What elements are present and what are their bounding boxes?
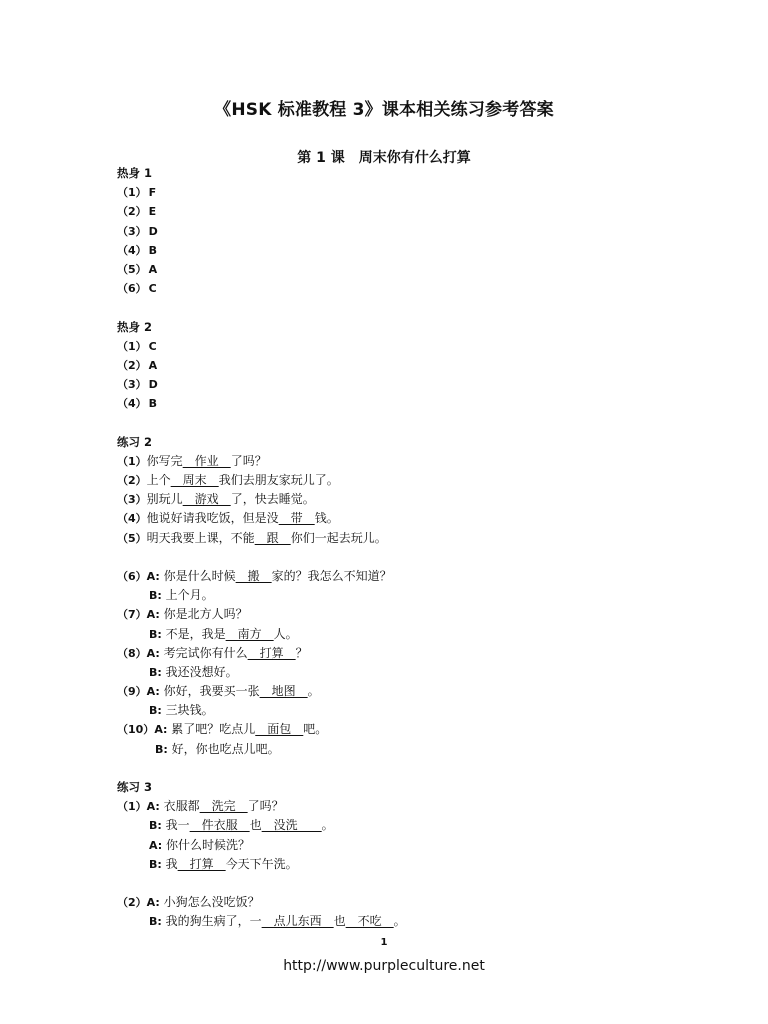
answer-blank: 打算	[247, 645, 296, 660]
dialogue-line: A: 你什么时候洗？	[149, 837, 250, 852]
dialogue-line: B: 我一 件衣服 也 没洗 。	[149, 818, 334, 833]
list-item: （3）别玩儿 游戏 了，快去睡觉。	[117, 492, 315, 507]
answer-blank: 不吃	[345, 914, 394, 929]
dialogue-line: （1）A: 衣服都 洗完 了吗？	[117, 799, 284, 814]
answer-blank: 没洗	[261, 818, 322, 833]
dialogue-line: B: 好，你也吃点儿吧。	[155, 741, 280, 756]
answer-blank: 跟	[254, 530, 291, 545]
dialogue-line: （9）A: 你好，我要买一张 地图 。	[117, 684, 320, 699]
answer-blank: 洗完	[199, 799, 248, 814]
list-item: （3） D	[117, 224, 158, 238]
dialogue-line: （6）A: 你是什么时候 搬 家的？我怎么不知道？	[117, 568, 392, 583]
list-item: （1） F	[117, 186, 157, 200]
dialogue-line: （8）A: 考完试你有什么 打算 ？	[117, 645, 308, 660]
list-item: （2） E	[117, 205, 157, 219]
section-heading-exercise2: 练习 2	[117, 434, 153, 449]
answer-blank: 搬	[235, 568, 272, 583]
dialogue-line: B: 三块钱。	[149, 703, 214, 718]
page-title: 《HSK 标准教程 3》课本相关练习参考答案	[214, 100, 554, 120]
list-item: （2） A	[117, 358, 158, 372]
list-item: （1）你写完 作业 了吗？	[117, 453, 267, 468]
answer-blank: 带	[278, 511, 315, 526]
lesson-title: 第 1 课 周末你有什么打算	[297, 150, 471, 166]
answer-blank: 地图	[259, 684, 308, 699]
dialogue-line: B: 我还没想好。	[149, 664, 238, 679]
list-item: （3） D	[117, 378, 158, 392]
list-item: （2）上个 周末 我们去朋友家玩儿了。	[117, 473, 339, 487]
list-item: （6） C	[117, 282, 157, 296]
dialogue-line: B: 我的狗生病了，一 点儿东西 也 不吃 。	[149, 914, 406, 929]
answer-blank: 点儿东西	[261, 914, 334, 929]
section-heading-warmup2: 热身 2	[117, 319, 153, 334]
list-item: （4）他说好请我吃饭，但是没 带 钱。	[117, 511, 339, 526]
answer-blank: 打算	[177, 856, 226, 871]
list-item: （1） C	[117, 339, 157, 353]
footer-url-link[interactable]: http://www.purpleculture.net	[283, 958, 485, 974]
dialogue-line: （7）A: 你是北方人吗？	[117, 607, 248, 622]
answer-blank: 游戏	[182, 492, 231, 507]
list-item: （5）明天我要上课，不能 跟 你们一起去玩儿。	[117, 530, 387, 545]
answer-blank: 面包	[255, 722, 304, 737]
answer-content	[117, 164, 677, 932]
answer-blank: 南方	[225, 626, 274, 641]
dialogue-line: B: 我 打算 今天下午洗。	[149, 856, 298, 871]
section-heading-warmup1: 热身 1	[117, 166, 153, 180]
list-item: （5） A	[117, 262, 158, 276]
answer-blank: 作业	[182, 453, 231, 468]
page-number: 1	[380, 937, 388, 948]
dialogue-line: B: 不是，我是 南方 人。	[149, 626, 298, 641]
section-heading-exercise3: 练习 3	[117, 780, 153, 794]
dialogue-line: （10）A: 累了吧？吃点儿 面包 吧。	[117, 722, 328, 737]
list-item: （4） B	[117, 397, 158, 411]
answer-blank: 周末	[170, 473, 219, 487]
list-item: （4） B	[117, 243, 158, 257]
dialogue-line: （2）A: 小狗怎么没吃饭？	[117, 895, 260, 910]
dialogue-line: B: 上个月。	[149, 588, 214, 603]
answer-blank: 件衣服	[189, 818, 250, 833]
